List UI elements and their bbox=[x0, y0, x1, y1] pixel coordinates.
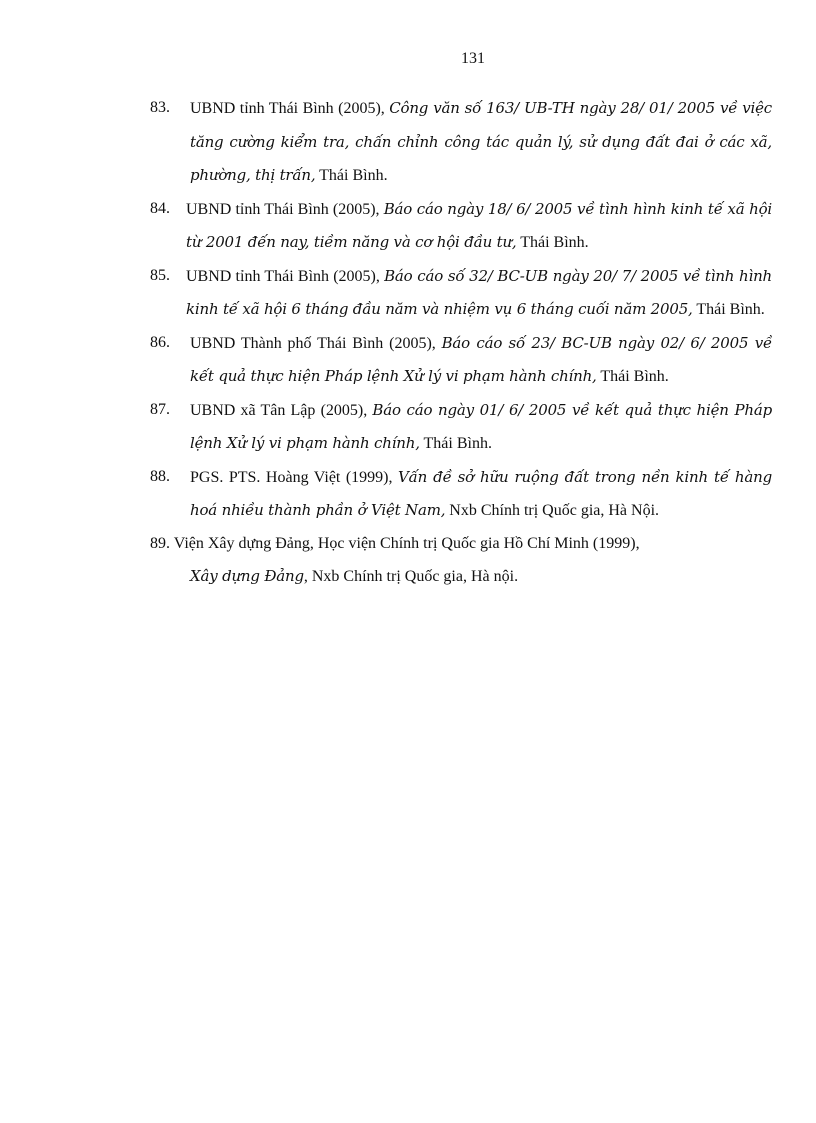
reference-item-85 bbox=[150, 260, 772, 327]
reference-body bbox=[150, 92, 772, 193]
reference-body bbox=[150, 560, 772, 594]
reference-number: 84. bbox=[150, 199, 170, 217]
reference-title: Công văn số 163/ UB-TH ngày 28/ 01/ 2005 về việc tăng cường kiểm tra, chấn chỉnh công tác quản lý, sử dụng đất đai ở các xã, phường, thị trấn, bbox=[190, 99, 773, 184]
reference-publisher: Thái Bình. bbox=[423, 435, 492, 452]
reference-author: PGS. PTS. Hoàng Việt (1999), bbox=[190, 468, 393, 486]
reference-author: UBND tỉnh Thái Bình (2005), bbox=[190, 100, 385, 117]
reference-number: 83. bbox=[150, 99, 170, 116]
reference-item-86 bbox=[150, 327, 772, 394]
reference-author: UBND tỉnh Thái Bình (2005), bbox=[186, 200, 380, 218]
reference-author: UBND tỉnh Thái Bình (2005), bbox=[186, 267, 380, 285]
reference-item-89 bbox=[150, 528, 772, 594]
reference-body bbox=[150, 394, 772, 461]
reference-author: UBND xã Tân Lập (2005), bbox=[190, 401, 368, 419]
reference-publisher: Thái Bình. bbox=[600, 368, 669, 385]
page-number: 131 bbox=[461, 50, 485, 67]
reference-list bbox=[150, 92, 772, 594]
reference-publisher: Thái Bình. bbox=[319, 167, 388, 184]
reference-item-88 bbox=[150, 461, 772, 528]
reference-number: 89. bbox=[150, 534, 170, 552]
reference-item-83 bbox=[150, 92, 772, 193]
reference-number: 87. bbox=[150, 400, 170, 418]
reference-title: Báo cáo số 23/ BC-UB ngày 02/ 6/ 2005 về kết quả thực hiện Pháp lệnh Xử lý vi phạm hành chính, bbox=[190, 333, 772, 385]
reference-body bbox=[150, 193, 772, 260]
reference-publisher: Nxb Chính trị Quốc gia, Hà Nội. bbox=[449, 502, 660, 519]
reference-publisher: Thái Bình. bbox=[520, 234, 589, 251]
reference-title: Báo cáo số 32/ BC-UB ngày 20/ 7/ 2005 về tình hình kinh tế xã hội 6 tháng đầu năm và nhiệm vụ 6 tháng cuối năm 2005, bbox=[186, 266, 773, 318]
reference-title: Báo cáo ngày 18/ 6/ 2005 về tình hình kinh tế xã hội từ 2001 đến nay, tiềm năng và cơ hội đầu tư, bbox=[186, 199, 773, 251]
reference-author: UBND Thành phố Thái Bình (2005), bbox=[190, 334, 436, 352]
reference-title: Xây dựng Đảng bbox=[190, 567, 304, 585]
reference-author: Viện Xây dựng Đảng, Học viện Chính trị Quốc gia Hồ Chí Minh (1999), bbox=[173, 534, 640, 552]
reference-number: 86. bbox=[150, 333, 170, 351]
reference-title: Báo cáo ngày 01/ 6/ 2005 về kết quả thực hiện Pháp lệnh Xử lý vi phạm hành chính, bbox=[190, 400, 772, 452]
reference-number: 85. bbox=[150, 266, 170, 284]
reference-body bbox=[150, 327, 772, 394]
reference-publisher: Thái Bình. bbox=[696, 301, 765, 318]
reference-number: 88. bbox=[150, 467, 170, 485]
reference-body bbox=[150, 260, 772, 327]
reference-item-84 bbox=[150, 193, 772, 260]
reference-item-87 bbox=[150, 394, 772, 461]
reference-title: Vấn đề sở hữu ruộng đất trong nền kinh tế hàng hoá nhiều thành phần ở Việt Nam, bbox=[190, 467, 772, 519]
reference-publisher: , Nxb Chính trị Quốc gia, Hà nội. bbox=[303, 568, 519, 585]
reference-body bbox=[150, 461, 772, 528]
